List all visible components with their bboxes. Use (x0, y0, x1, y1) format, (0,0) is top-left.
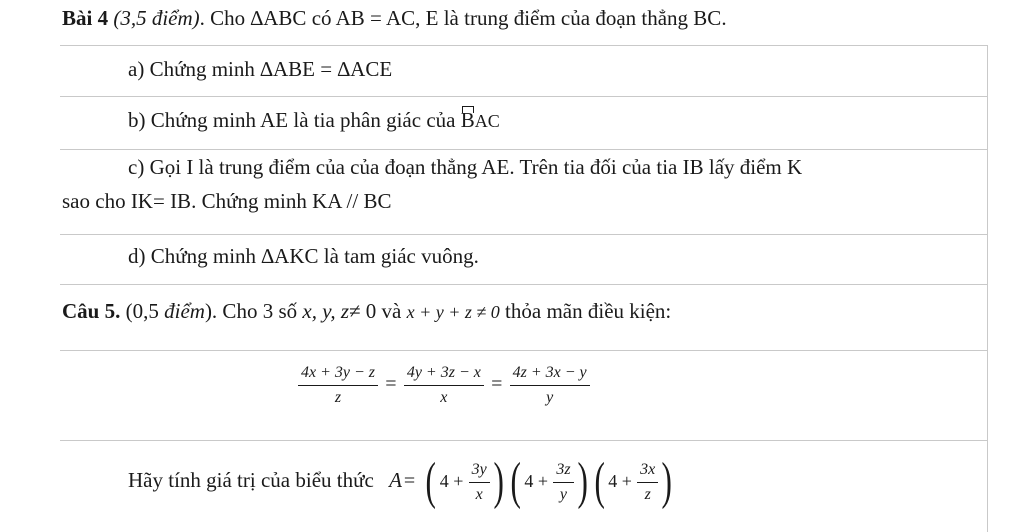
table-divider (60, 96, 988, 97)
term-constant: 4 + (439, 471, 464, 491)
problem5-mid: ≠ 0 và (349, 299, 407, 323)
task-text: Hãy tính giá trị của biểu thức (128, 468, 374, 492)
paren-open: ( (510, 453, 521, 511)
paren-close: ) (577, 453, 588, 511)
term-1-denominator: x (475, 485, 483, 503)
problem4-label: Bài 4 (62, 6, 109, 30)
fraction-1-numerator: 4x + 3y − z (298, 363, 378, 386)
angle-rest: AC (474, 111, 500, 131)
problem5-vars: x, y, z (302, 299, 350, 323)
table-border-right (987, 45, 988, 532)
table-divider (60, 45, 988, 46)
table-divider (60, 284, 988, 285)
term-2-denominator: y (559, 485, 567, 503)
equals-sign: = (385, 373, 397, 395)
term-3-fraction (637, 460, 658, 505)
term-1-numerator: 3y (469, 460, 490, 483)
expression-row (128, 452, 676, 509)
problem5-intro: ). Cho 3 số (204, 299, 303, 323)
fraction-2-denominator: x (440, 388, 448, 406)
problem4-points: (3,5 điểm) (113, 6, 200, 30)
fraction-equation (298, 360, 590, 408)
equals-sign: = (491, 373, 503, 395)
paren-open: ( (594, 453, 605, 511)
table-divider (60, 440, 988, 441)
term-2-numerator: 3z (553, 460, 573, 483)
fraction-2 (404, 363, 484, 408)
angle-vertex: B (460, 108, 475, 132)
problem4-part-d: d) Chứng minh ∆AKC là tam giác vuông. (128, 244, 479, 268)
problem5-label: Câu 5. (62, 299, 121, 323)
table-divider (60, 350, 988, 351)
paren-close: ) (661, 453, 673, 511)
table-divider (60, 149, 988, 150)
term-3-denominator: z (644, 485, 651, 503)
term-constant: 4 + (524, 471, 549, 491)
problem5-header (62, 298, 671, 325)
problem4-part-c-line2: sao cho IK= IB. Chứng minh KA // BC (62, 189, 392, 213)
problem4-part-a: a) Chứng minh ∆ABE = ∆ACE (128, 57, 393, 81)
term-2-fraction (553, 460, 573, 505)
term-3-numerator: 3x (637, 460, 658, 483)
problem5-points-word: điểm (164, 299, 205, 323)
term-1-fraction (469, 460, 490, 505)
fraction-3 (510, 363, 590, 408)
problem4-statement: . Cho ∆ABC có AB = AC, E là trung điểm của đoạn thẳng BC. (199, 6, 727, 30)
expression-variable: A (389, 468, 402, 492)
fraction-1-denominator: z (334, 388, 342, 406)
fraction-3-numerator: 4z + 3x − y (510, 363, 590, 386)
paren-open: ( (425, 453, 437, 511)
problem5-condition: x + y + z ≠ 0 (406, 302, 500, 322)
fraction-1 (298, 363, 378, 408)
equals-sign: = (403, 470, 416, 492)
term-constant: 4 + (608, 471, 632, 491)
fraction-2-numerator: 4y + 3z − x (404, 363, 484, 386)
problem4-part-c-line1: c) Gọi I là trung điểm của của đoạn thẳng AE. Trên tia đối của tia IB lấy điểm K (128, 155, 803, 179)
fraction-3-denominator: y (546, 388, 554, 406)
problem4-header (62, 5, 727, 31)
table-divider (60, 234, 988, 235)
problem4-part-b (128, 107, 500, 134)
paren-close: ) (493, 453, 504, 511)
problem5-end: thỏa mãn điều kiện: (499, 299, 672, 323)
part-b-text: b) Chứng minh AE là tia phân giác của (128, 108, 461, 132)
problem5-points-open: (0,5 (120, 299, 165, 323)
